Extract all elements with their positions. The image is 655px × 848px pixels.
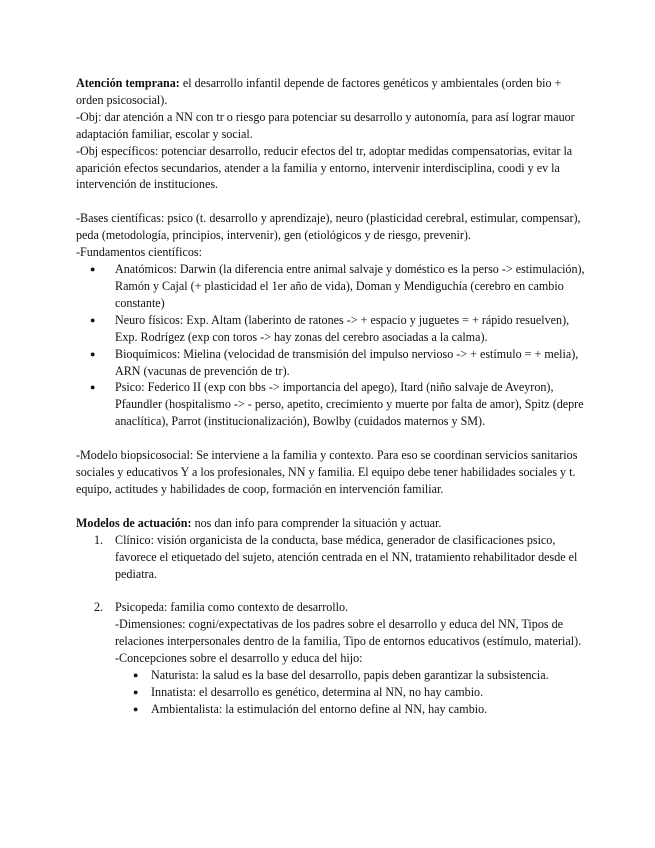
list-item: ● Innatista: el desarrollo es genético, determina al NN, no hay cambio.: [76, 684, 586, 701]
list-item: ● Bioquímicos: Mielina (velocidad de transmisión del impulso nervioso -> + estímulo = + melia), ARN (vacunas de prevención de tr).: [76, 346, 586, 380]
item-text: Clínico: visión organicista de la conducta, base médica, generador de clasificaciones psico, favorece el etiquetado del sujeto, atención centrada en el NN, tratamiento rehabilitador desde el pediatra.: [115, 532, 578, 581]
specific-objectives-paragraph: -Obj específicos: potenciar desarrollo, reducir efectos del tr, adoptar medidas compensatorias, evitar la aparición efectos secundarios, atender a la familia y entorno, intervenir interdisciplina, coodi y ev la intervención de instituciones.: [76, 143, 573, 192]
item-number: 2.: [94, 600, 104, 615]
list-item: ● Naturista: la salud es la base del desarrollo, papis deben garantizar la subsistencia.: [76, 667, 586, 684]
biopsychosocial-paragraph: -Modelo biopsicosocial: Se interviene a la familia y contexto. Para eso se coordinan servicios sanitarios sociales y educativos Y a los profesionales, NN y familia. El equipo debe tener habilidades sociales y t. equipo, actitudes y habilidades de coop, formación en intervención familiar.: [76, 448, 578, 496]
section-heading-atencion: Atención temprana:: [76, 76, 180, 90]
objective-paragraph: -Obj: dar atención a NN con tr o riesgo para potenciar su desarrollo y autonomía, para así lograr mauor adaptación familiar, escolar y social.: [76, 109, 575, 141]
item-number: 1.: [94, 532, 104, 547]
section-heading-modelos: Modelos de actuación:: [76, 515, 192, 530]
scientific-bases-paragraph: -Bases científicas: psico (t. desarrollo y aprendizaje), neuro (plasticidad cerebral, estimular, compensar), peda (metodología, principios, intervenir), gen (etiológicos y de riesgo, prevenir).: [76, 211, 581, 243]
conceptions-list: [76, 667, 586, 718]
item-text: Psicopeda: familia como contexto de desarrollo.: [115, 600, 349, 615]
numbered-item: [76, 599, 586, 667]
list-item: ● Neuro físicos: Exp. Altam (laberinto de ratones -> + espacio y juguetes = + rápido resuelven), Exp. Rodrígez (exp con toros -> hay zonas del cerebro asociadas a la calma).: [76, 312, 586, 346]
fundamentals-heading: -Fundamentos científicos:: [76, 245, 202, 260]
document-body: [76, 75, 586, 718]
fundamentals-list: [76, 261, 586, 430]
list-item: ● Psico: Federico II (exp con bbs -> importancia del apego), Itard (niño salvaje de Aveyron), Pfaundler (hospitalismo -> - perso, apetito, crecimiento y muerte por falta de amor), Spitz (depre anaclítica), Parrot (institucionalización), Bowlby (cuidados maternos y SM).: [76, 379, 586, 430]
list-item: ● Ambientalista: la estimulación del entorno define al NN, hay cambio.: [76, 701, 586, 718]
intro-text: el desarrollo infantil depende de factores genéticos y ambientales (orden bio + orden psicosocial).: [76, 76, 562, 107]
conceptions-heading: -Concepciones sobre el desarrollo y educa del hijo:: [115, 651, 363, 666]
numbered-item: [76, 532, 586, 583]
intro-paragraph: [76, 75, 586, 109]
dimensions-paragraph: -Dimensiones: cogni/expectativas de los padres sobre el desarrollo y educa del NN, Tipos de relaciones interpersonales dentro de la familia, Tipo de entornos educativos (estímulo, material).: [115, 617, 582, 649]
list-item: ● Anatómicos: Darwin (la diferencia entre animal salvaje y doméstico es la perso -> estimulación), Ramón y Cajal (+ plasticidad el 1er año de vida), Doman y Mendiguchía (cerebro en cambio constante): [76, 261, 586, 312]
models-text: nos dan info para comprender la situación y actuar.: [191, 515, 442, 530]
models-paragraph: [76, 515, 586, 532]
